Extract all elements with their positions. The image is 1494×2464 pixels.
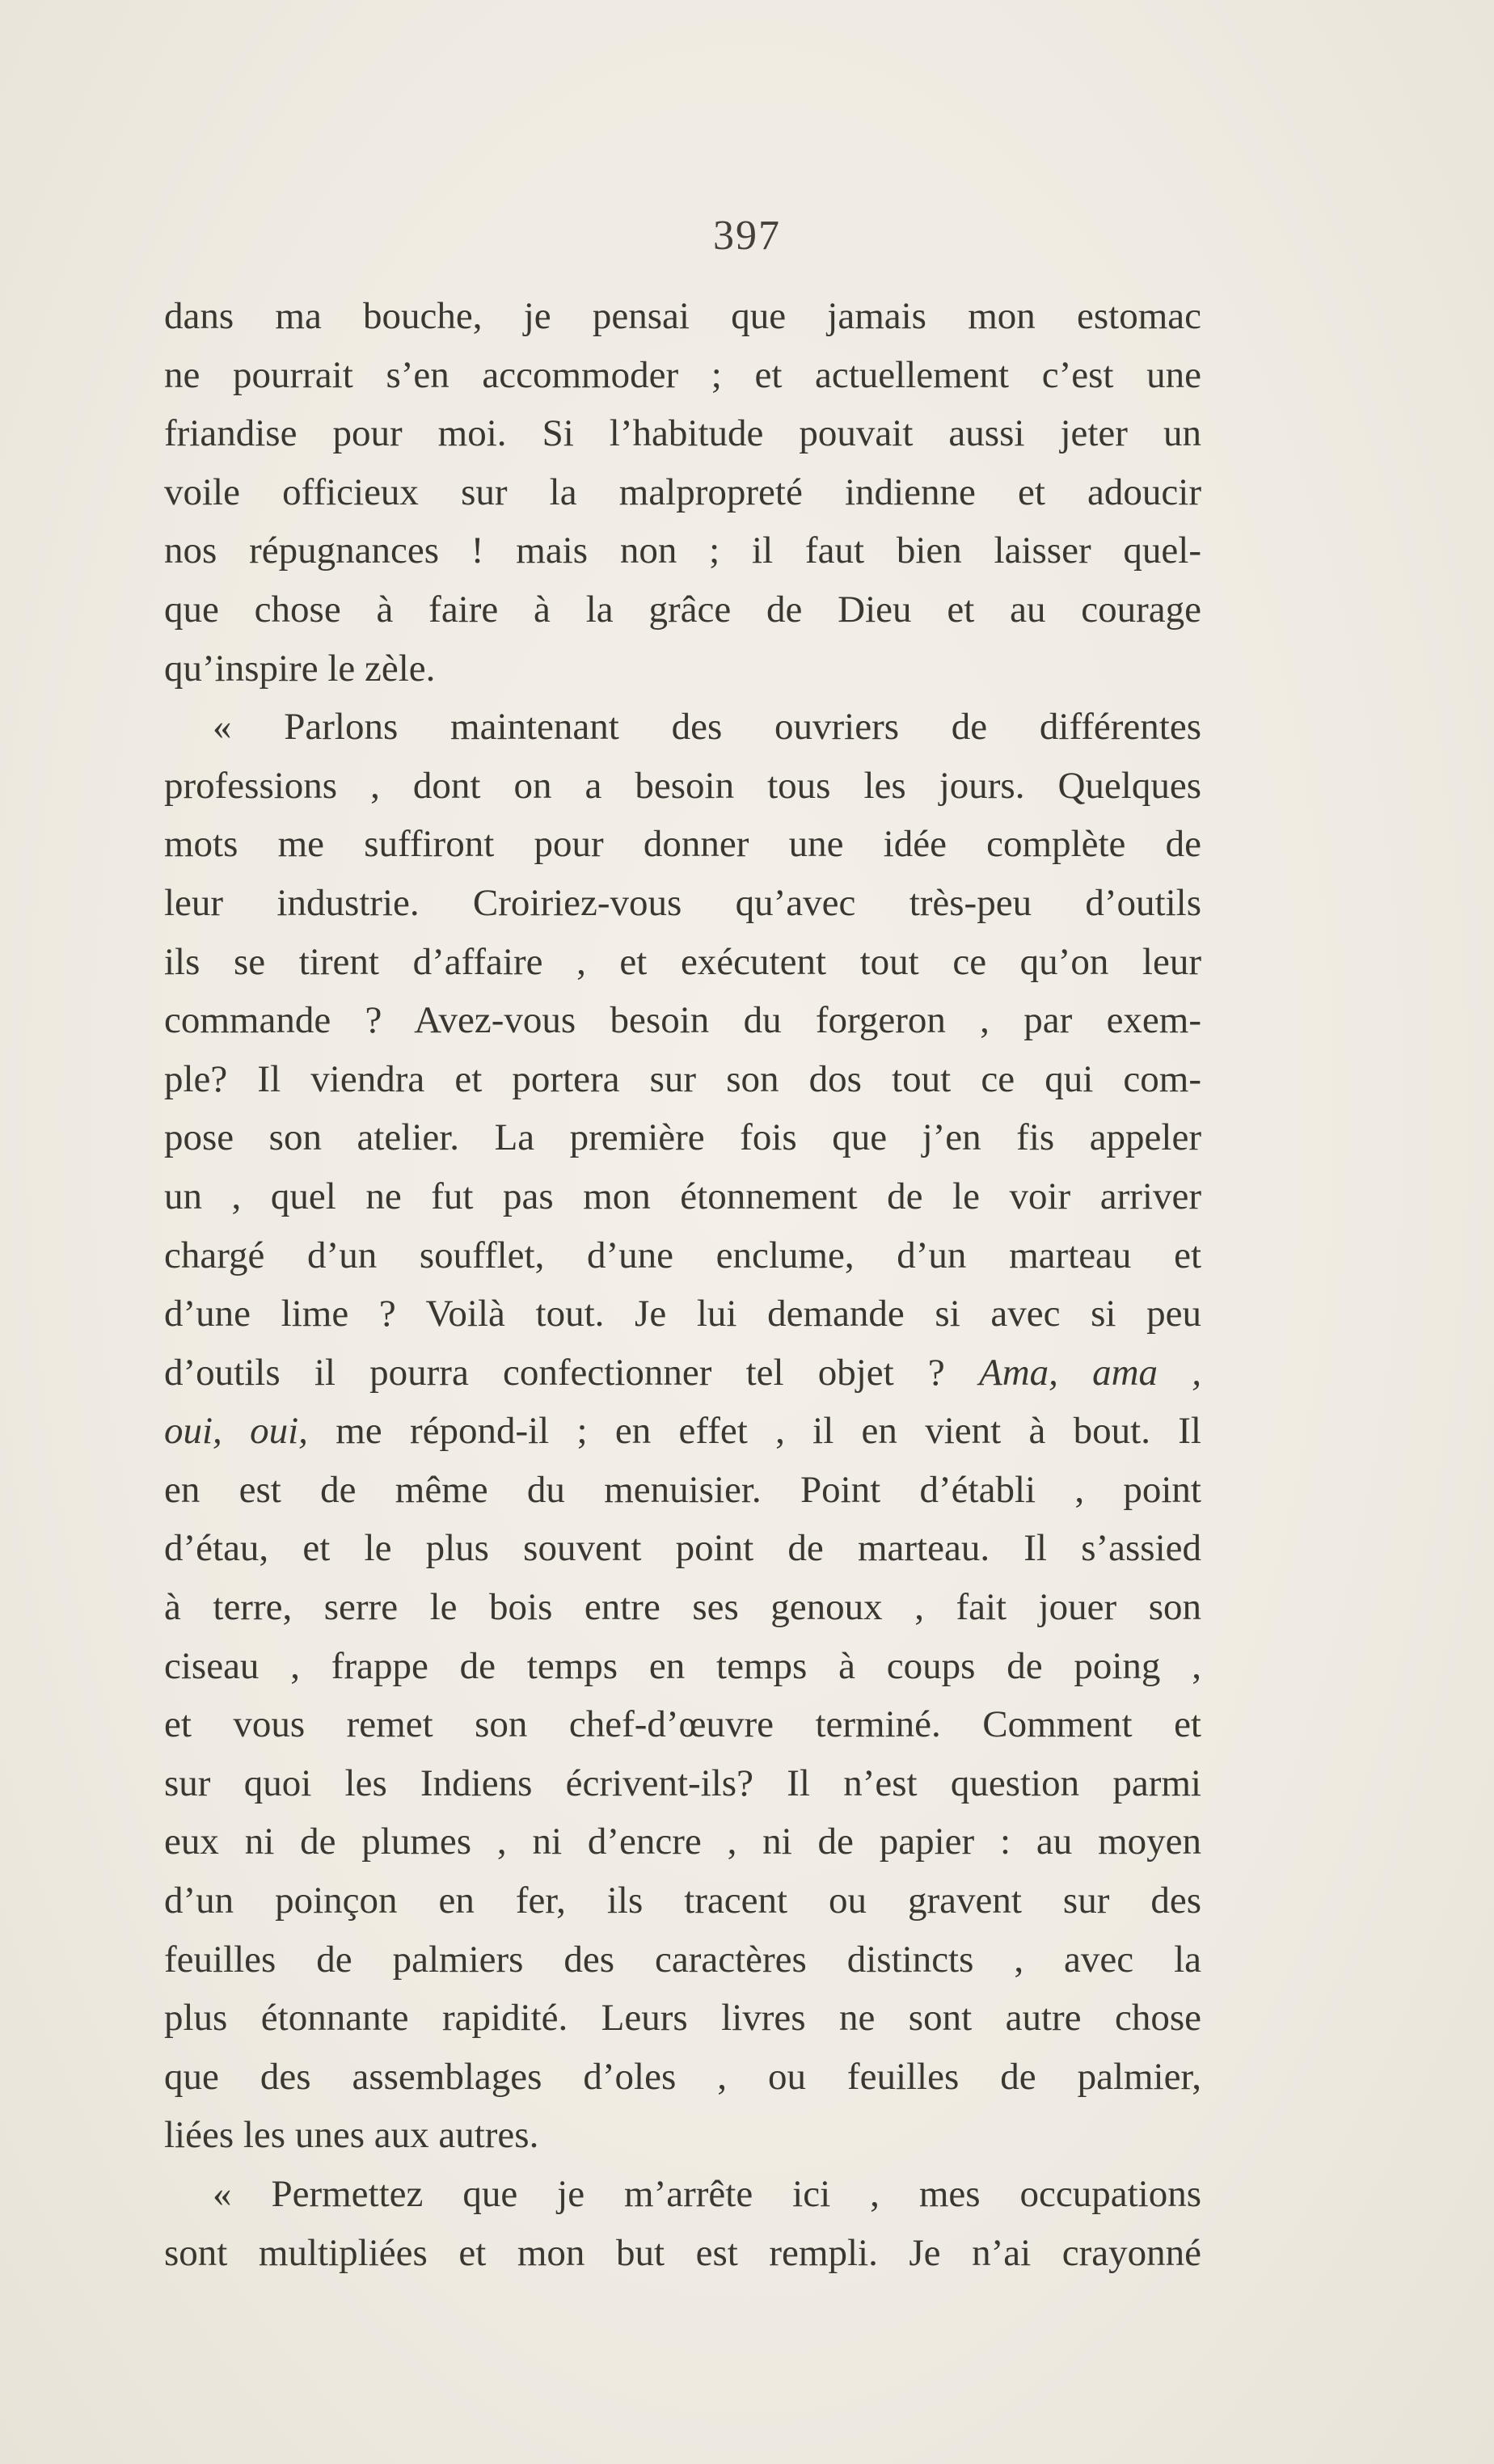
text-line: ciseau , frappe de temps en temps à coups de poing , (164, 1644, 1201, 1687)
text-line: à terre, serre le bois entre ses genoux , fait jouer son (164, 1586, 1201, 1629)
text-line: et vous remet son chef-d’œuvre terminé. Comment et (164, 1703, 1201, 1746)
text-line: feuilles de palmiers des caractères distincts , avec la (164, 1938, 1201, 1981)
text-line: liées les unes aux autres. (164, 2114, 539, 2157)
paragraph-first-line: « Parlons maintenant des ouvriers de différentes (213, 706, 1201, 749)
text-line: qu’inspire le zèle. (164, 647, 436, 690)
text-line: professions , dont on a besoin tous les jours. Quelques (164, 764, 1201, 807)
text-segment: me répond-il ; en effet , il en vient à bout. Il (307, 1410, 1201, 1453)
text-line: nos répugnances ! mais non ; il faut bien laisser quel- (164, 530, 1201, 572)
text-line: pose son atelier. La première fois que j’en fis appeler (164, 1116, 1201, 1159)
text-line: ple? Il viendra et portera sur son dos tout ce qui com- (164, 1057, 1201, 1100)
text-line: plus étonnante rapidité. Leurs livres ne sont autre chose (164, 1997, 1201, 2040)
text-line: sont multipliées et mon but est rempli. Je n’ai crayonné (164, 2231, 1201, 2274)
text-line: ils se tirent d’affaire , et exécutent tout ce qu’on leur (164, 940, 1201, 983)
text-line: voile officieux sur la malpropreté indienne et adoucir (164, 470, 1201, 513)
text-line: en est de même du menuisier. Point d’établi , point (164, 1468, 1201, 1511)
text-line-with-italic (164, 1402, 1201, 1461)
text-line: commande ? Avez-vous besoin du forgeron , par exem- (164, 999, 1201, 1042)
italic-phrase: Ama, ama , (979, 1351, 1201, 1394)
text-line: chargé d’un soufflet, d’une enclume, d’un marteau et (164, 1234, 1201, 1276)
text-line: friandise pour moi. Si l’habitude pouvait aussi jeter un (164, 412, 1201, 455)
text-line: leur industrie. Croiriez-vous qu’avec très-peu d’outils (164, 881, 1201, 924)
text-line: eux ni de plumes , ni d’encre , ni de papier : au moyen (164, 1821, 1201, 1863)
text-line: d’une lime ? Voilà tout. Je lui demande si avec si peu (164, 1293, 1201, 1335)
text-line: ne pourrait s’en accommoder ; et actuellement c’est une (164, 353, 1201, 396)
text-line: d’étau, et le plus souvent point de marteau. Il s’assied (164, 1527, 1201, 1570)
text-segment: d’outils il pourra confectionner tel objet ? (164, 1351, 979, 1394)
text-line: d’un poinçon en fer, ils tracent ou gravent sur des (164, 1880, 1201, 1922)
page-number: 397 (713, 213, 781, 259)
text-line: sur quoi les Indiens écrivent-ils? Il n’est question parmi (164, 1762, 1201, 1804)
text-line: que chose à faire à la grâce de Dieu et au courage (164, 588, 1201, 631)
text-line-with-italic (164, 1344, 1201, 1403)
body-text (164, 287, 1201, 2282)
text-line: un , quel ne fut pas mon étonnement de le voir arriver (164, 1175, 1201, 1217)
text-line: que des assemblages d’oles , ou feuilles de palmier, (164, 2055, 1201, 2098)
text-line: dans ma bouche, je pensai que jamais mon estomac (164, 295, 1201, 337)
paragraph-first-line: « Permettez que je m’arrête ici , mes occupations (213, 2173, 1201, 2215)
text-line: mots me suffiront pour donner une idée complète de (164, 823, 1201, 866)
italic-phrase: oui, oui, (164, 1410, 308, 1453)
